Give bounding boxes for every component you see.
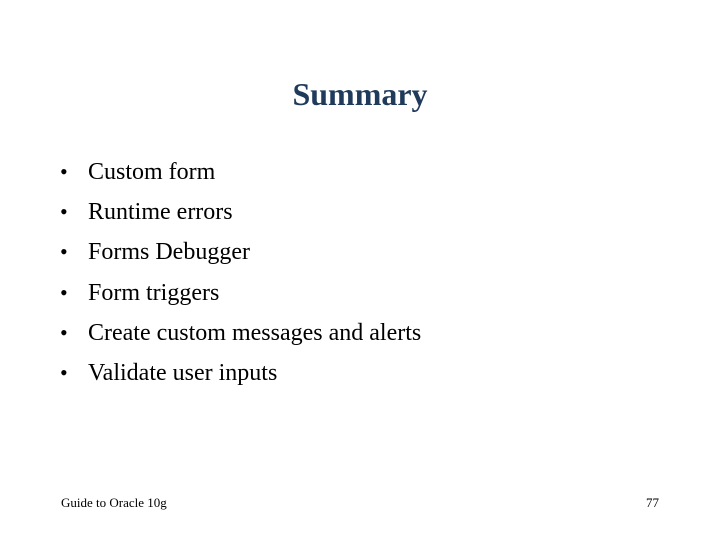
bullet-text: Create custom messages and alerts — [88, 319, 422, 346]
bullet-text: Custom form — [88, 159, 216, 185]
bullet-text: Runtime errors — [88, 199, 233, 226]
bullet-text: Forms Debugger — [88, 239, 250, 266]
bullet-text: Form triggers — [88, 279, 220, 306]
list-item — [60, 239, 421, 279]
bullet-icon: • — [60, 159, 68, 184]
bullet-icon: • — [60, 319, 68, 345]
footer-source: Guide to Oracle 10g — [61, 495, 167, 510]
list-item — [60, 199, 421, 239]
page-number: 77 — [646, 495, 659, 510]
list-item — [60, 159, 421, 199]
list-item — [60, 360, 421, 400]
bullet-list — [60, 159, 421, 400]
bullet-icon: • — [60, 239, 68, 265]
bullet-icon: • — [60, 279, 68, 305]
slide-title: Summary — [292, 76, 428, 112]
bullet-icon: • — [60, 199, 68, 225]
bullet-text: Validate user inputs — [88, 359, 278, 386]
list-item — [60, 280, 421, 320]
list-item — [60, 320, 421, 360]
bullet-icon: • — [60, 359, 68, 385]
